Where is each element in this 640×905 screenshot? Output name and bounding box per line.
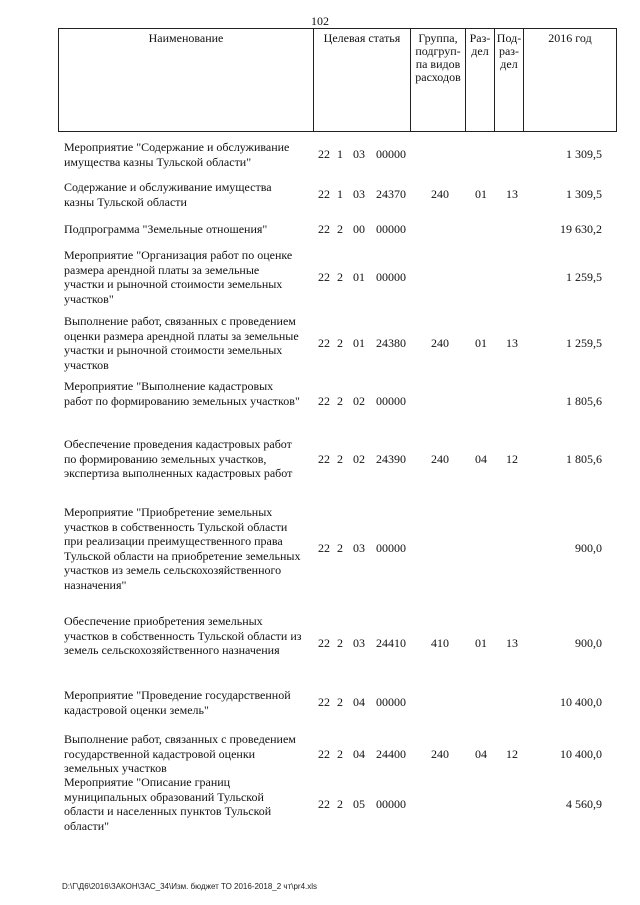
table-row: [58, 379, 618, 423]
row-name: Выполнение работ, связанных с проведением оценки размера арендной платы за земельные участки и рыночной стоимости земельных участков: [64, 314, 299, 372]
razdel-code: 01: [475, 335, 487, 350]
target-code-part: 03: [353, 635, 365, 650]
row-name: Подпрограмма "Земельные отношения": [64, 222, 268, 236]
header-podrazdel: Под- раз- дел: [495, 29, 524, 132]
target-code-part: 04: [353, 746, 365, 761]
target-code-part: 24370: [376, 187, 406, 202]
podrazdel-code: 12: [506, 451, 518, 466]
target-code-part: 00000: [376, 541, 406, 556]
target-code-part: 22: [318, 335, 330, 350]
amount-2016: 4 560,9: [566, 796, 602, 811]
target-code-part: 03: [353, 147, 365, 162]
table-header: [58, 28, 617, 132]
target-code-part: 00000: [376, 269, 406, 284]
razdel-code: 01: [475, 635, 487, 650]
amount-2016: 1 259,5: [566, 269, 602, 284]
target-code-part: 2: [337, 393, 343, 408]
table-row: [58, 437, 618, 481]
table-row: [58, 140, 618, 169]
group-code: 240: [431, 746, 449, 761]
target-code-part: 03: [353, 541, 365, 556]
target-code-part: 2: [337, 695, 343, 710]
target-code-part: 24410: [376, 635, 406, 650]
page-number: 102: [311, 14, 329, 28]
header-group: Группа, подгруп- па видов расходов: [411, 29, 466, 132]
group-code: 410: [431, 635, 449, 650]
target-code-part: 2: [337, 335, 343, 350]
header-target: Целевая статья: [314, 29, 411, 132]
table-row: [58, 222, 618, 237]
target-code-part: 2: [337, 541, 343, 556]
amount-2016: 10 400,0: [560, 695, 602, 710]
podrazdel-code: 12: [506, 746, 518, 761]
amount-2016: 19 630,2: [560, 222, 602, 236]
target-code-part: 05: [353, 796, 365, 811]
target-code-part: 01: [353, 335, 365, 350]
target-code-part: 22: [318, 635, 330, 650]
target-code-part: 02: [353, 451, 365, 466]
table-row: [58, 732, 618, 776]
row-name: Мероприятие "Приобретение земельных участков в собственность Тульской области при реализации преимущественного права Тульской области на приобретение земельных участков из земель сельскохозяйственного назначения": [64, 505, 301, 592]
target-code-part: 2: [337, 222, 343, 236]
target-code-part: 1: [337, 147, 343, 162]
row-name: Мероприятие "Описание границ муниципальных образований Тульской области и населенных пунктов Тульской области": [64, 775, 272, 833]
row-name: Обеспечение приобретения земельных участков в собственность Тульской области из земель сельскохозяйственного назначения: [64, 614, 302, 657]
group-code: 240: [431, 187, 449, 202]
amount-2016: 1 259,5: [566, 335, 602, 350]
table-row: [58, 505, 618, 592]
table-row: [58, 248, 618, 306]
podrazdel-code: 13: [506, 635, 518, 650]
target-code-part: 01: [353, 269, 365, 284]
target-code-part: 2: [337, 746, 343, 761]
target-code-part: 22: [318, 796, 330, 811]
row-name: Мероприятие "Содержание и обслуживание имущества казны Тульской области": [64, 140, 290, 169]
target-code-part: 22: [318, 269, 330, 284]
row-name: Выполнение работ, связанных с проведением государственной кадастровой оценки земельных участков: [64, 732, 296, 775]
amount-2016: 900,0: [575, 635, 602, 650]
header-year: 2016 год: [524, 29, 617, 132]
row-name: Содержание и обслуживание имущества казны Тульской области: [64, 180, 272, 209]
razdel-code: 04: [475, 746, 487, 761]
table-row: [58, 775, 618, 833]
target-code-part: 00000: [376, 393, 406, 408]
table-row: [58, 180, 618, 209]
target-code-part: 22: [318, 541, 330, 556]
target-code-part: 03: [353, 187, 365, 202]
group-code: 240: [431, 335, 449, 350]
table-row: [58, 614, 618, 672]
target-code-part: 2: [337, 451, 343, 466]
target-code-part: 00000: [376, 147, 406, 162]
target-code-part: 22: [318, 695, 330, 710]
target-code-part: 24400: [376, 746, 406, 761]
amount-2016: 1 805,6: [566, 451, 602, 466]
target-code-part: 02: [353, 393, 365, 408]
target-code-part: 22: [318, 187, 330, 202]
target-code-part: 22: [318, 746, 330, 761]
amount-2016: 900,0: [575, 541, 602, 556]
target-code-part: 22: [318, 393, 330, 408]
amount-2016: 1 805,6: [566, 393, 602, 408]
row-name: Мероприятие "Проведение государственной кадастровой оценки земель": [64, 688, 291, 717]
target-code-part: 00000: [376, 222, 406, 236]
razdel-code: 01: [475, 187, 487, 202]
file-path-footer: D:\Г\Д6\2016\ЗАКОН\ЗАС_34\Изм. бюджет ТО 2016-2018_2 чт\pr4.xls: [62, 882, 318, 891]
target-code-part: 22: [318, 147, 330, 162]
row-name: Мероприятие "Организация работ по оценке размера арендной платы за земельные участки и рыночной стоимости земельных участков": [64, 248, 293, 306]
amount-2016: 10 400,0: [560, 746, 602, 761]
podrazdel-code: 13: [506, 335, 518, 350]
target-code-part: 22: [318, 451, 330, 466]
header-name: Наименование: [59, 29, 314, 132]
header-razdel: Раз- дел: [466, 29, 495, 132]
target-code-part: 22: [318, 222, 330, 236]
target-code-part: 1: [337, 187, 343, 202]
group-code: 240: [431, 451, 449, 466]
target-code-part: 2: [337, 635, 343, 650]
target-code-part: 2: [337, 796, 343, 811]
target-code-part: 04: [353, 695, 365, 710]
amount-2016: 1 309,5: [566, 187, 602, 202]
amount-2016: 1 309,5: [566, 147, 602, 162]
table-row: [58, 688, 618, 717]
target-code-part: 00000: [376, 695, 406, 710]
podrazdel-code: 13: [506, 187, 518, 202]
razdel-code: 04: [475, 451, 487, 466]
target-code-part: 00: [353, 222, 365, 236]
row-name: Обеспечение проведения кадастровых работ по формированию земельных участков, экспертиза выполненных кадастровых работ: [64, 437, 293, 480]
target-code-part: 2: [337, 269, 343, 284]
table-row: [58, 314, 618, 372]
target-code-part: 24380: [376, 335, 406, 350]
target-code-part: 24390: [376, 451, 406, 466]
target-code-part: 00000: [376, 796, 406, 811]
row-name: Мероприятие "Выполнение кадастровых работ по формированию земельных участков": [64, 379, 300, 408]
